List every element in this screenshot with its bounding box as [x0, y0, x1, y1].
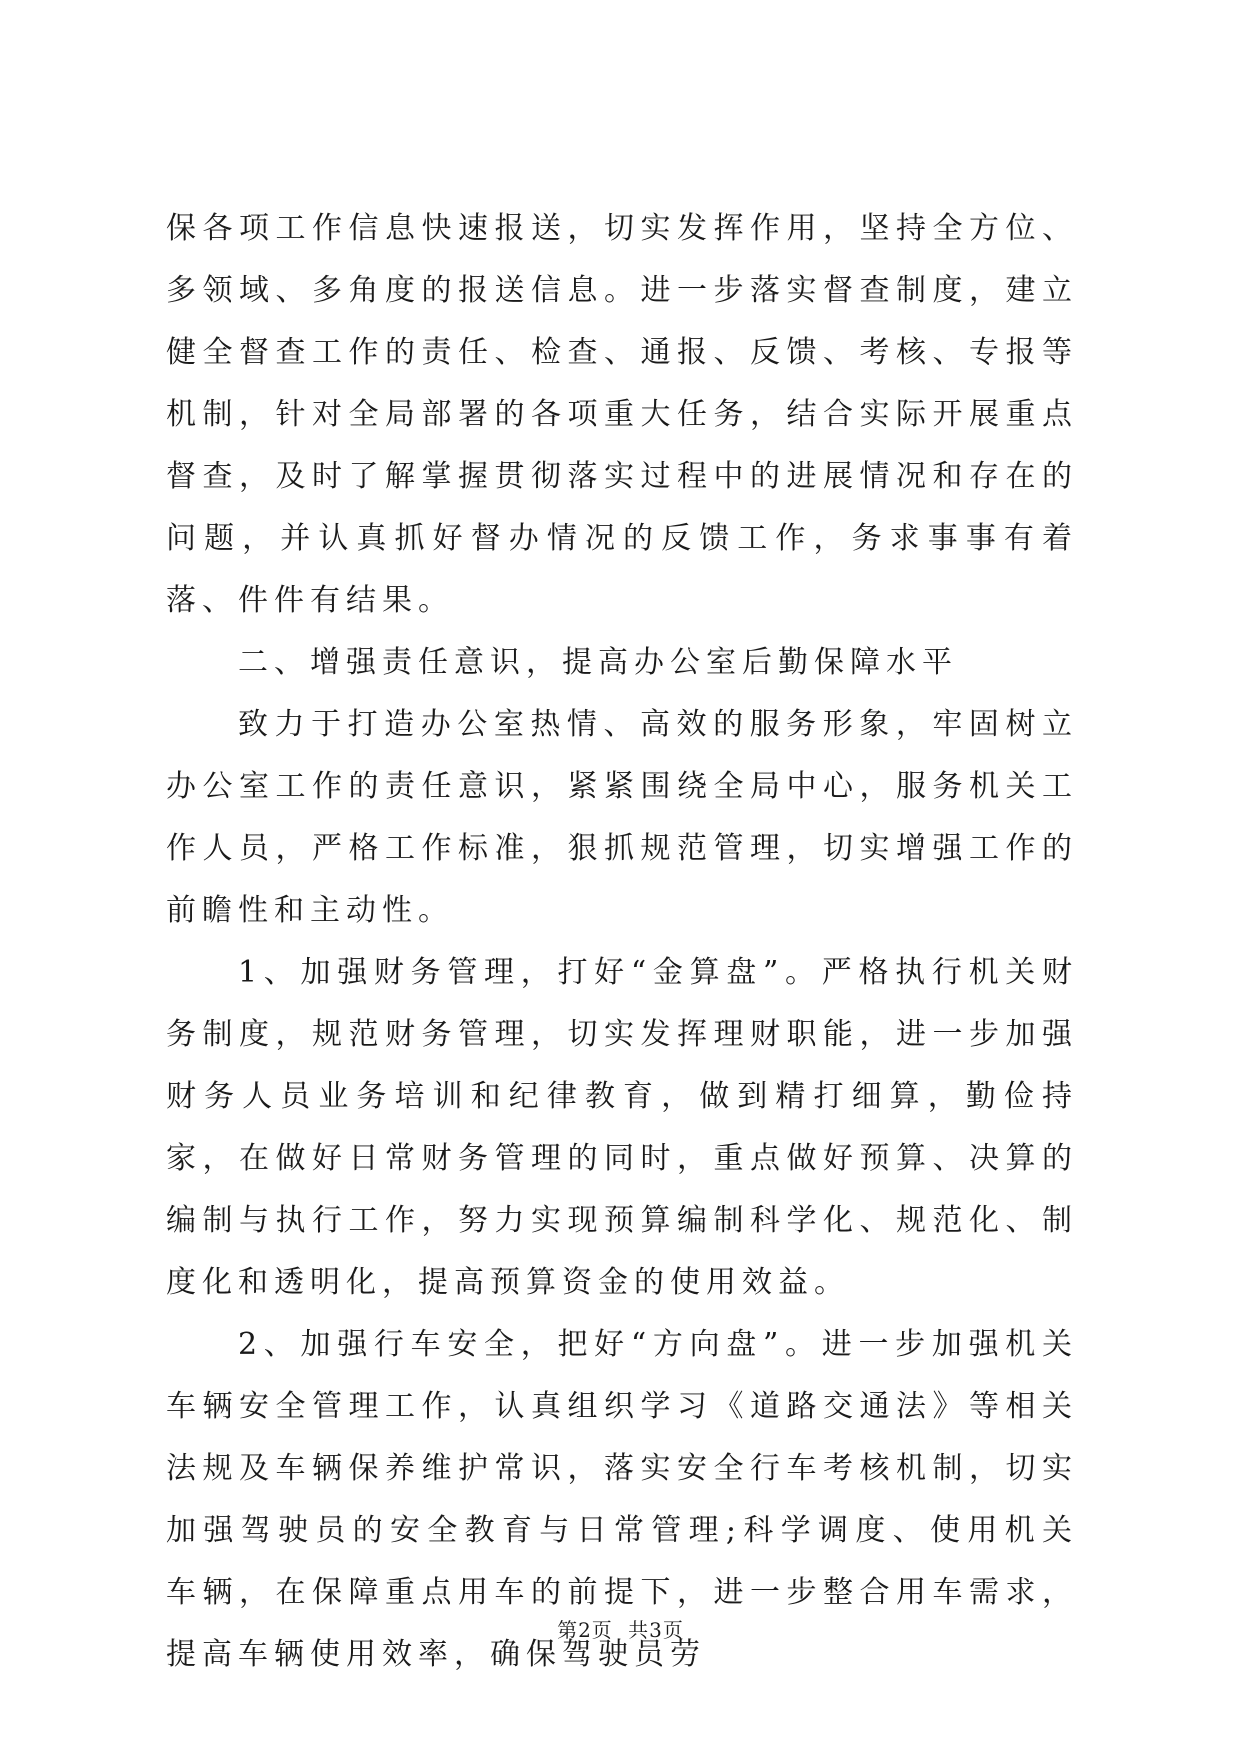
paragraph-intro: 致力于打造办公室热情、高效的服务形象，牢固树立办公室工作的责任意识，紧紧围绕全局中心，服务机关工作人员，严格工作标准，狠抓规范管理，切实增强工作的前瞻性和主动性。: [166, 707, 1078, 928]
section-heading: 二、增强责任意识，提高办公室后勤保障水平: [238, 645, 958, 680]
page-footer: [0, 1614, 1241, 1643]
paragraph-item-1: 1、加强财务管理，打好“金算盘”。严格执行机关财务制度，规范财务管理，切实发挥理财职能，进一步加强财务人员业务培训和纪律教育，做到精打细算，勤俭持家，在做好日常财务管理的同时，重点做好预算、决算的编制与执行工作，努力实现预算编制科学化、规范化、制度化和透明化，提高预算资金的使用效益。: [166, 955, 1078, 1300]
page-number: 第2页: [557, 1618, 613, 1642]
paragraph-continuation: 保各项工作信息快速报送，切实发挥作用，坚持全方位、多领域、多角度的报送信息。进一步落实督查制度，建立健全督查工作的责任、检查、通报、反馈、考核、专报等机制，针对全局部署的各项重大任务，结合实际开展重点督查，及时了解掌握贯彻落实过程中的进展情况和存在的问题，并认真抓好督办情况的反馈工作，务求事事有着落、件件有结果。: [166, 211, 1078, 618]
paragraph-item-2: 2、加强行车安全，把好“方向盘”。进一步加强机关车辆安全管理工作，认真组织学习《道路交通法》等相关法规及车辆保养维护常识，落实安全行车考核机制，切实加强驾驶员的安全教育与日常管理;科学调度、使用机关车辆，在保障重点用车的前提下，进一步整合用车需求，提高车辆使用效率，确保驾驶员劳: [166, 1327, 1078, 1672]
document-body: [166, 198, 1078, 1686]
page-total: 共3页: [628, 1618, 684, 1642]
